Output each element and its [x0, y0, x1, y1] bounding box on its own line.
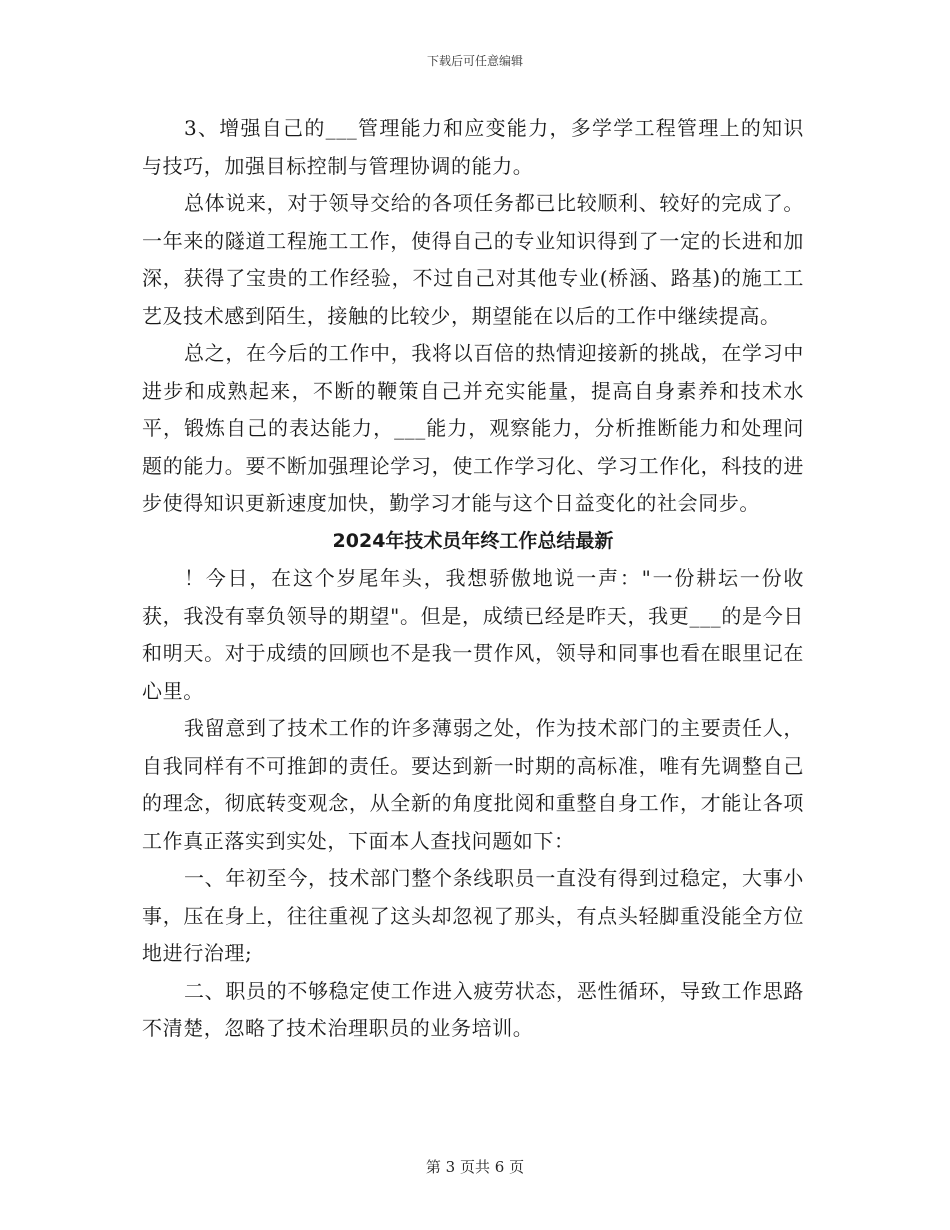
paragraph-conclusion: 总之，在今后的工作中，我将以百倍的热情迎接新的挑战，在学习中进步和成熟起来，不断的鞭策自己并充实能量，提高自身素养和技术水平，锻炼自己的表达能力，___能力，观察能力，分析推断能力和处理问题的能力。要不断加强理论学习，使工作学习化、学习工作化，科技的进步使得知识更新速度加快，勤学习才能与这个日益变化的社会同步。: [142, 341, 804, 515]
paragraph-issue-2: 二、职员的不够稳定使工作进入疲劳状态，恶性循环，导致工作思路不清楚，忽略了技术治理职员的业务培训。: [142, 978, 804, 1040]
section-title: 2024年技术员年终工作总结最新: [332, 529, 614, 552]
paragraph-issue-1: 一、年初至今，技术部门整个条线职员一直没有得到过稳定，大事小事，压在身上，往往重视了这头却忽视了那头，有点头轻脚重没能全方位地进行治理;: [142, 866, 804, 965]
page-header: 下载后可任意编辑: [426, 54, 523, 68]
paragraph-weakness: 我留意到了技术工作的许多薄弱之处，作为技术部门的主要责任人，自我同样有不可推卸的责任。要达到新一时期的高标准，唯有先调整自己的理念，彻底转变观念，从全新的角度批阅和重整自身工作，才能让各项工作真正落实到实处，下面本人查找问题如下：: [142, 716, 804, 853]
paragraph-intro: ！今日，在这个岁尾年头，我想骄傲地说一声："一份耕坛一份收获，我没有辜负领导的期望"。但是，成绩已经是昨天，我更___的是今日和明天。对于成绩的回顾也不是我一贯作风，领导和同事也看在眼里记在心里。: [142, 566, 804, 703]
paragraph-summary: 总体说来，对于领导交给的各项任务都已比较顺利、较好的完成了。一年来的隧道工程施工工作，使得自己的专业知识得到了一定的长进和加深，获得了宝贵的工作经验，不过自己对其他专业(桥涵、路基)的施工工艺及技术感到陌生，接触的比较少，期望能在以后的工作中继续提高。: [142, 191, 804, 328]
page-footer: 第 3 页共 6 页: [425, 1158, 525, 1176]
paragraph-item-3: 3、增强自己的___管理能力和应变能力，多学学工程管理上的知识与技巧，加强目标控制与管理协调的能力。: [142, 116, 804, 178]
document-body: [142, 110, 804, 1048]
